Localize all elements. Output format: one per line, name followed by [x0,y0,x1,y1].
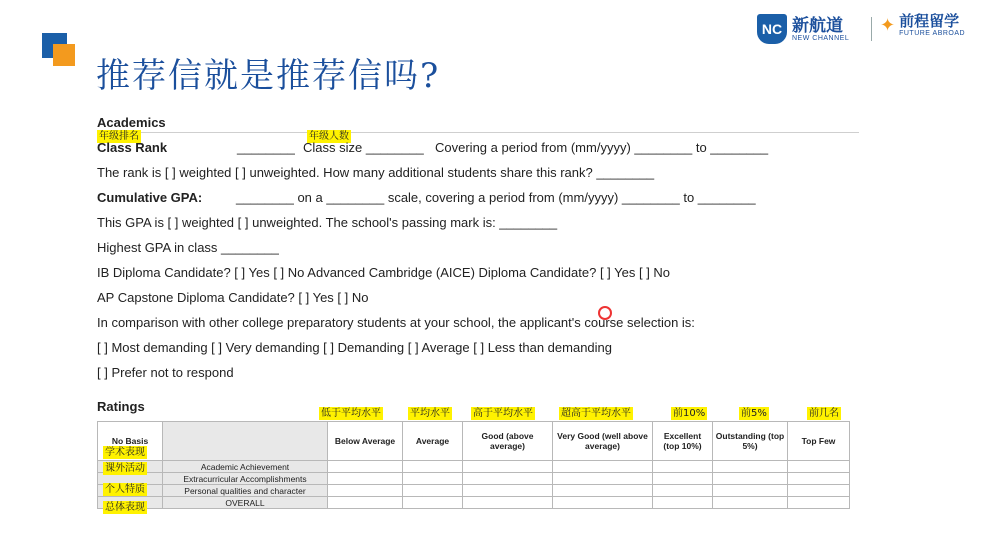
rating-checkbox[interactable] [713,473,788,485]
row-note-personal: 个人特质 [105,484,145,495]
col-note-top-few: 前几名 [809,408,839,419]
fa-logo-en: FUTURE ABROAD [899,30,966,37]
rating-checkbox[interactable] [328,497,403,509]
nc-logo-cn: 新航道 [792,15,843,35]
table-row [98,497,850,509]
row-note-overall: 总体表现 [105,502,145,513]
col-note-outstanding: 前5% [741,408,767,419]
table-row [98,473,850,485]
ratings-heading: Ratings [97,399,145,414]
rating-checkbox[interactable] [653,461,713,473]
col-note-very-good: 超高于平均水平 [561,408,631,419]
rating-checkbox[interactable] [553,497,653,509]
rating-checkbox[interactable] [403,473,463,485]
demanding-options-line: [ ] Most demanding [ ] Very demanding [ ] Demanding [ ] Average [ ] Less than demanding [97,340,613,355]
rating-checkbox[interactable] [463,461,553,473]
comparison-line: In comparison with other college preparatory students at your school, the applicant's course selection is: [97,315,695,330]
rank-note-highlight: 年级排名 [99,131,139,142]
rating-checkbox[interactable] [553,461,653,473]
nc-logo-en: NEW CHANNEL [792,34,850,42]
rating-checkbox[interactable] [653,473,713,485]
future-abroad-logo [880,14,965,37]
new-channel-logo [757,14,849,44]
rating-checkbox[interactable] [788,473,850,485]
row-personal-qualities: Personal qualities and character [163,485,328,497]
rating-checkbox[interactable] [553,473,653,485]
col-top-few: Top Few [788,422,850,461]
ib-diploma-line: IB Diploma Candidate? [ ] Yes [ ] No Advanced Cambridge (AICE) Diploma Candidate? [ ] Yes [ ] No [97,265,671,280]
highest-gpa-line: Highest GPA in class ________ [97,240,279,255]
row-extracurricular: Extracurricular Accomplishments [163,473,328,485]
no-basis-header: No Basis [98,422,163,461]
col-note-good: 高于平均水平 [473,408,533,419]
pointer-cursor-icon [598,306,612,320]
rating-checkbox[interactable] [328,473,403,485]
star-icon: ✦ [880,15,896,35]
rating-checkbox[interactable] [713,485,788,497]
rating-checkbox[interactable] [328,485,403,497]
category-header [163,422,328,461]
class-rank-blank: ________ [237,140,295,155]
col-note-average: 平均水平 [410,408,450,419]
rating-checkbox[interactable] [463,473,553,485]
col-note-below-average: 低于平均水平 [321,408,381,419]
rank-is-line: The rank is [ ] weighted [ ] unweighted. How many additional students share this rank? ________ [97,165,655,180]
logo-divider [871,17,872,41]
col-excellent: Excellent (top 10%) [653,422,713,461]
size-note-highlight: 年级人数 [309,131,349,142]
rating-checkbox[interactable] [653,497,713,509]
row-overall: OVERALL [163,497,328,509]
class-rank-label: Class Rank [97,140,168,155]
col-very-good: Very Good (well above average) [553,422,653,461]
rating-checkbox[interactable] [713,461,788,473]
academics-heading: Academics [97,115,166,130]
rating-checkbox[interactable] [788,497,850,509]
col-below-average: Below Average [328,422,403,461]
ap-capstone-line: AP Capstone Diploma Candidate? [ ] Yes [ ] No [97,290,369,305]
rating-checkbox[interactable] [553,485,653,497]
title-accent-orange [53,44,75,66]
row-note-extracurricular: 课外活动 [105,463,145,474]
col-outstanding: Outstanding (top 5%) [713,422,788,461]
gpa-is-line: This GPA is [ ] weighted [ ] unweighted. The school's passing mark is: ________ [97,215,558,230]
rating-checkbox[interactable] [653,485,713,497]
rating-checkbox[interactable] [713,497,788,509]
section-rule [97,132,859,133]
document-excerpt [97,110,862,530]
rating-checkbox[interactable] [788,485,850,497]
class-size-line: Class size ________ [303,140,424,155]
table-row [98,485,850,497]
rating-checkbox[interactable] [403,485,463,497]
rating-checkbox[interactable] [463,485,553,497]
col-good: Good (above average) [463,422,553,461]
col-note-excellent: 前10% [673,408,706,419]
rating-checkbox[interactable] [328,461,403,473]
row-note-academic: 学术表现 [105,447,145,458]
fa-logo-cn: 前程留学 [899,13,960,30]
cumulative-gpa-label: Cumulative GPA: [97,190,203,205]
rating-checkbox[interactable] [463,497,553,509]
table-row [98,461,850,473]
covering-line: Covering a period from (mm/yyyy) ________ to ________ [435,140,769,155]
ratings-table [97,421,850,509]
row-academic-achievement: Academic Achievement [163,461,328,473]
col-average: Average [403,422,463,461]
nc-shield-icon: NC [757,14,787,44]
prefer-not-line: [ ] Prefer not to respond [97,365,234,380]
gpa-scale-line: ________ on a ________ scale, covering a period from (mm/yyyy) ________ to ________ [236,190,756,205]
rating-checkbox[interactable] [403,497,463,509]
slide-title: 推荐信就是推荐信吗? [96,56,441,96]
rating-checkbox[interactable] [403,461,463,473]
rating-checkbox[interactable] [788,461,850,473]
